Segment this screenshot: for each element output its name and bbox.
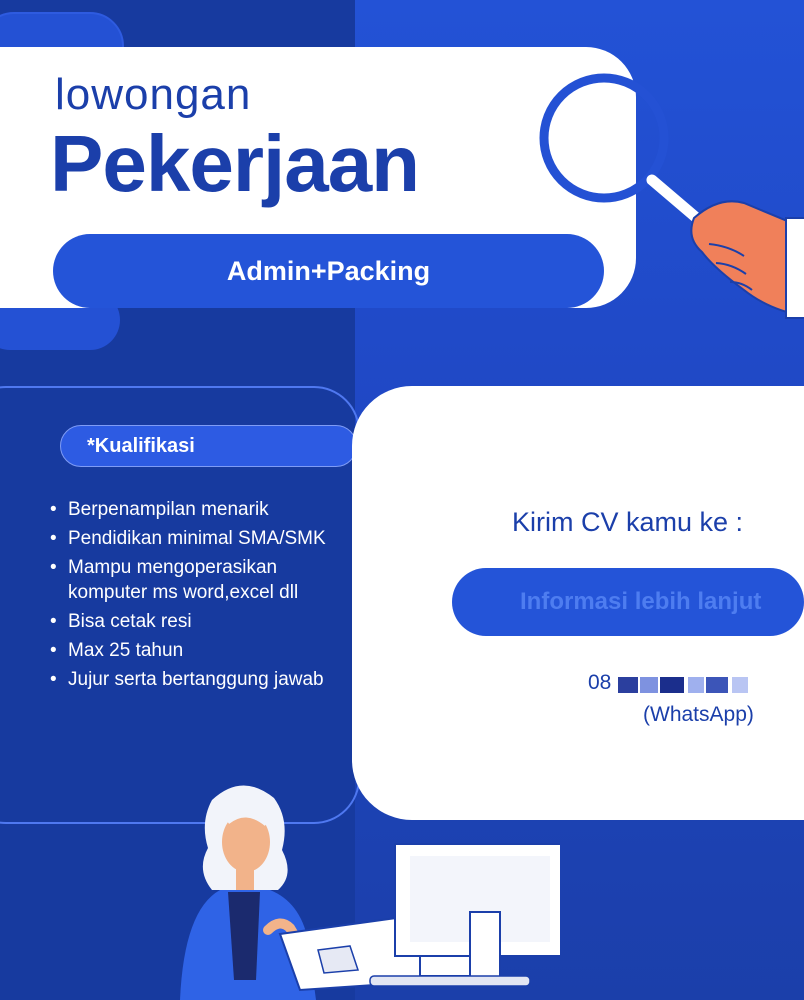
list-item: • Jujur serta bertanggung jawab <box>48 667 338 692</box>
hand-illustration <box>691 201 804 318</box>
qualifications-list <box>48 497 338 696</box>
whatsapp-label: (WhatsApp) <box>643 703 754 726</box>
qualifications-label: *Kualifikasi <box>60 425 357 467</box>
phone-number: 08 <box>588 671 612 694</box>
page-title: Pekerjaan <box>50 119 420 208</box>
list-item: • Mampu mengoperasikan komputer ms word,excel dll <box>48 555 338 605</box>
send-cv-text: Kirim CV kamu ke : <box>512 507 744 537</box>
list-item: • Berpenampilan menarik <box>48 497 338 522</box>
title-small: lowongan <box>55 70 252 119</box>
magnifier-icon <box>534 68 804 358</box>
list-item: • Pendidikan minimal SMA/SMK <box>48 526 338 551</box>
position-pill: Admin+Packing <box>53 234 604 308</box>
list-item: • Bisa cetak resi <box>48 609 338 634</box>
computer-monitor-illustration <box>250 830 560 1000</box>
more-info-button[interactable]: Informasi lebih lanjut <box>452 568 804 636</box>
list-item: • Max 25 tahun <box>48 638 338 663</box>
